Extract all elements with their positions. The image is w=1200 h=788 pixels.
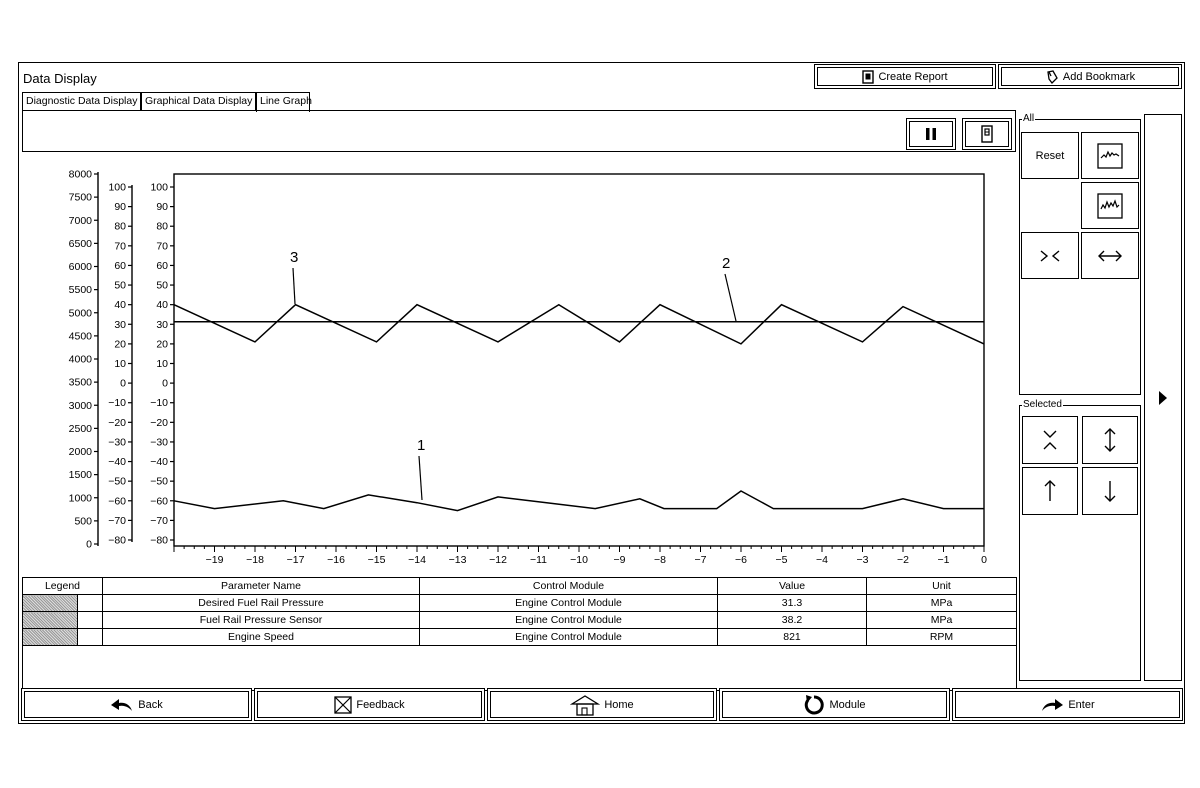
pause-icon	[925, 127, 937, 141]
arrow-up-icon	[1042, 479, 1058, 503]
y-tick-label: 40	[114, 299, 126, 312]
y-tick-label: 4500	[68, 330, 92, 343]
page-title: Data Display	[23, 71, 97, 86]
snapshot-icon	[981, 125, 993, 143]
y-tick-label: 4000	[68, 353, 92, 366]
legend-select[interactable]	[78, 595, 103, 612]
y-tick-label: −10	[108, 397, 126, 410]
callout-leader-3	[293, 268, 295, 304]
bookmark-icon	[1045, 70, 1059, 84]
x-tick-label: −11	[529, 554, 548, 566]
table-row[interactable]	[23, 629, 1017, 646]
x-tick-label: −8	[654, 554, 666, 566]
y-tick-label: 70	[156, 240, 168, 253]
y-tick-label: 50	[156, 279, 168, 292]
x-tick-label: −3	[856, 554, 869, 566]
y-tick-label: −40	[108, 456, 126, 469]
autoscale-all-button[interactable]	[1081, 132, 1139, 179]
header-control-module: Control Module	[420, 578, 718, 595]
y-tick-label: 7500	[68, 191, 92, 204]
snapshot-button[interactable]	[962, 118, 1012, 150]
control-module: Engine Control Module	[420, 629, 718, 646]
x-tick-label: −5	[775, 554, 788, 566]
y-tick-label: 3500	[68, 376, 92, 389]
table-empty-row	[23, 646, 1017, 691]
y-tick-label: 0	[120, 377, 126, 390]
create-report-label: Create Report	[878, 70, 948, 83]
home-button[interactable]	[487, 688, 717, 721]
y-tick-label: 500	[74, 515, 92, 528]
tab-diagnostic-data-display[interactable]: Diagnostic Data Display	[22, 92, 141, 110]
y-tick-label: −30	[108, 436, 126, 449]
y-tick-label: 1500	[68, 469, 92, 482]
y-tick-label: 0	[162, 377, 168, 390]
series-line-3	[174, 305, 984, 344]
header-parameter-name: Parameter Name	[103, 578, 420, 595]
zoom-in-horizontal-button[interactable]	[1021, 232, 1079, 279]
legend-header-row	[23, 578, 1017, 595]
parameter-unit: RPM	[867, 629, 1017, 646]
zoom-out-vertical-button[interactable]	[1082, 416, 1138, 464]
legend-select[interactable]	[78, 612, 103, 629]
y-tick-label: 7000	[68, 214, 92, 227]
x-tick-label: −18	[246, 554, 264, 566]
y-tick-label: −50	[150, 475, 168, 488]
table-row[interactable]	[23, 595, 1017, 612]
enter-label: Enter	[1068, 698, 1095, 711]
expand-horizontal-icon	[1097, 249, 1123, 263]
add-bookmark-label: Add Bookmark	[1062, 70, 1136, 83]
x-tick-label: −12	[489, 554, 507, 566]
x-tick-label: −1	[937, 554, 950, 566]
y-tick-label: 3000	[68, 399, 92, 412]
x-tick-label: −16	[327, 554, 345, 566]
y-tick-label: 6000	[68, 261, 92, 273]
y-tick-label: 60	[114, 259, 126, 272]
y-tick-label: −30	[150, 436, 168, 449]
x-tick-label: −15	[367, 554, 386, 566]
y-tick-label: 50	[114, 279, 126, 292]
y-tick-label: −60	[108, 495, 126, 508]
callout-label-2: 2	[722, 255, 731, 272]
y-tick-label: 30	[114, 318, 126, 331]
reset-label: Reset	[1035, 149, 1065, 162]
home-label: Home	[604, 698, 634, 711]
callout-label-3: 3	[290, 249, 299, 266]
y-tick-label: 90	[114, 201, 126, 214]
parameter-name: Engine Speed	[103, 629, 420, 646]
control-module: Engine Control Module	[420, 595, 718, 612]
y-tick-label: 6500	[68, 237, 92, 250]
y-tick-label: 20	[156, 338, 168, 351]
parameter-unit: MPa	[867, 595, 1017, 612]
x-tick-label: −6	[735, 554, 747, 566]
x-tick-label: −9	[613, 554, 626, 566]
graph-scale-icon	[1097, 143, 1123, 169]
arrow-down-icon	[1102, 479, 1118, 503]
parameter-value: 31.3	[718, 595, 867, 612]
selected-group-label: Selected	[1023, 399, 1062, 410]
module-label: Module	[829, 698, 866, 711]
refresh-icon	[803, 694, 825, 716]
y-tick-label: 70	[114, 240, 126, 253]
y-tick-label: −10	[150, 397, 168, 410]
x-tick-label: −4	[816, 554, 828, 566]
y-tick-label: −20	[150, 416, 168, 429]
y-tick-label: 0	[86, 538, 92, 551]
callout-leader-2	[725, 274, 736, 321]
x-tick-label: −14	[408, 554, 426, 566]
back-label: Back	[138, 698, 163, 711]
x-tick-label: −19	[205, 554, 224, 566]
y-tick-label: 100	[150, 181, 168, 194]
y-tick-label: −20	[108, 416, 126, 429]
collapse-horizontal-icon	[1038, 249, 1062, 263]
callout-label-1: 1	[417, 437, 426, 454]
parameter-name: Desired Fuel Rail Pressure	[103, 595, 420, 612]
control-module: Engine Control Module	[420, 612, 718, 629]
y-tick-label: 100	[108, 181, 126, 194]
y-tick-label: 10	[114, 358, 126, 370]
autoscale-alt-button[interactable]	[1081, 182, 1139, 229]
y-tick-label: −70	[108, 514, 126, 527]
pause-button[interactable]	[906, 118, 956, 150]
collapse-vertical-icon	[1042, 428, 1058, 452]
y-tick-label: 40	[156, 299, 168, 312]
x-tick-label: −10	[570, 554, 588, 566]
y-tick-label: 90	[156, 201, 168, 214]
y-tick-label: 8000	[68, 168, 92, 181]
x-tick-label: −2	[897, 554, 909, 566]
expand-vertical-icon	[1102, 427, 1118, 453]
parameter-name: Fuel Rail Pressure Sensor	[103, 612, 420, 629]
plot-area-frame	[174, 174, 984, 546]
module-button[interactable]	[719, 688, 950, 721]
table-row[interactable]	[23, 612, 1017, 629]
y-tick-label: 60	[156, 259, 168, 272]
tab-graphical-data-display[interactable]: Graphical Data Display	[141, 92, 256, 110]
report-icon	[862, 70, 874, 84]
zoom-in-vertical-button[interactable]	[1022, 416, 1078, 464]
header-value: Value	[718, 578, 867, 595]
header-legend: Legend	[23, 578, 103, 595]
x-tick-label: −17	[286, 554, 305, 566]
y-tick-label: −80	[150, 534, 168, 547]
zoom-out-horizontal-button[interactable]	[1081, 232, 1139, 279]
home-icon	[570, 694, 600, 716]
legend-swatch	[23, 612, 78, 629]
all-group-label: All	[1023, 113, 1035, 124]
expand-panel-button[interactable]	[1144, 114, 1182, 681]
legend-table	[22, 577, 1017, 691]
feedback-icon	[334, 696, 352, 714]
feedback-label: Feedback	[356, 698, 405, 711]
x-tick-label: −13	[448, 554, 467, 566]
parameter-value: 38.2	[718, 612, 867, 629]
toolbar-panel	[22, 110, 1016, 152]
move-up-button[interactable]	[1022, 467, 1078, 515]
back-button[interactable]	[21, 688, 252, 721]
y-tick-label: −70	[150, 514, 168, 527]
enter-arrow-icon	[1040, 697, 1064, 713]
enter-button[interactable]	[952, 688, 1183, 721]
add-bookmark-button[interactable]	[998, 64, 1182, 89]
y-tick-label: −40	[150, 456, 168, 469]
y-tick-label: −50	[108, 475, 126, 488]
legend-swatch	[23, 629, 78, 646]
y-tick-label: 1000	[68, 492, 92, 505]
y-tick-label: 5500	[68, 284, 92, 297]
x-tick-label: −7	[694, 554, 707, 566]
reset-button[interactable]	[1021, 132, 1079, 179]
back-arrow-icon	[110, 697, 134, 713]
y-tick-label: 80	[156, 220, 168, 233]
legend-select[interactable]	[78, 629, 103, 646]
y-tick-label: 2000	[68, 446, 92, 458]
line-graph-chart	[22, 160, 1022, 566]
parameter-value: 821	[718, 629, 867, 646]
legend-swatch	[23, 595, 78, 612]
y-tick-label: 2500	[68, 422, 92, 435]
parameter-unit: MPa	[867, 612, 1017, 629]
feedback-button[interactable]	[254, 688, 485, 721]
y-tick-label: −80	[108, 534, 126, 547]
header-unit: Unit	[867, 578, 1017, 595]
graph-fit-icon	[1097, 193, 1123, 219]
tab-line-graph[interactable]: Line Graph	[256, 92, 310, 112]
callout-leader-1	[419, 456, 422, 500]
create-report-button[interactable]	[814, 64, 996, 89]
move-down-button[interactable]	[1082, 467, 1138, 515]
y-tick-label: 10	[156, 358, 168, 370]
y-tick-label: −60	[150, 495, 168, 508]
y-tick-label: 20	[114, 338, 126, 351]
y-tick-label: 5000	[68, 307, 92, 320]
series-line-1	[174, 491, 984, 511]
y-tick-label: 80	[114, 220, 126, 233]
x-tick-label: 0	[981, 554, 987, 566]
triangle-right-icon	[1158, 390, 1168, 406]
y-tick-label: 30	[156, 318, 168, 331]
